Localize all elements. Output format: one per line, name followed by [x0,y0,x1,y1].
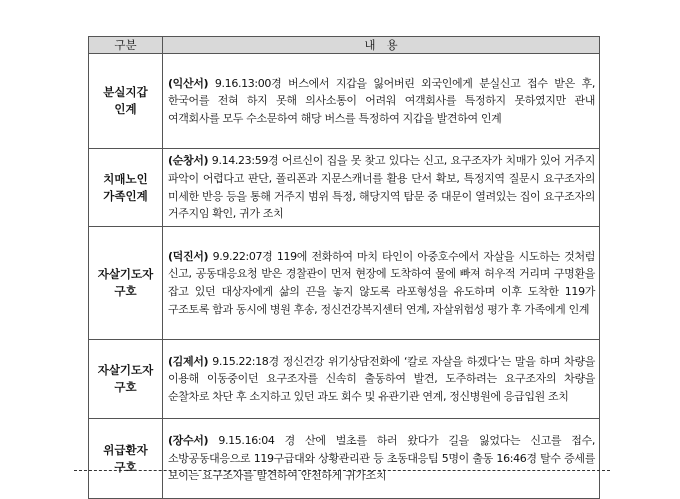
row-category: 치매노인 가족인계 [89,149,163,227]
table-header-row [89,37,600,54]
table-row [89,149,600,227]
table-row [89,340,600,419]
row-text: 9.14.23:59경 어르신이 집을 못 찾고 있다는 신고, 요구조자가 치매가 있어 거주지 파악이 어렵다고 판단, 폴리폰과 지문스캐너를 활용 단서 확보, 특정지역 질문시 요구조자의 미세한 반응 등을 통해 거주지 범위 특정, 해당지역 탐문 중 대문이 열려있는 집이 요구조자의 거주지임 확인, 귀가 조치 [168,154,595,221]
agency-label: (순창서) [168,154,209,168]
agency-label: (김제서) [168,354,209,368]
table-row [89,227,600,340]
row-category: 자살기도자 구호 [89,227,163,340]
row-content [163,340,600,419]
incident-table [88,36,600,499]
row-text: 9.9.22:07경 119에 전화하여 마치 타인이 아중호수에서 자살을 시도하는 것처럼 신고, 공동대응요청 받은 경찰관이 먼저 현장에 도착하여 물에 빠져 허우적 거리며 구명환을 잡고 있던 대상자에게 삶의 끈을 놓지 않도록 라포형성을 유도하며 이후 도착한 119가 구조토록 함과 동시에 병원 후송, 정신건강복지센터 연계, 자살위험성 평가 후 가족에게 인계 [168,249,595,316]
row-text: 9.15.22:18경 정신건강 위기상담전화에 ‘칼로 자살을 하겠다’는 말을 하며 차량을 이용해 이동중이던 요구조자를 신속히 출동하여 발견, 도주하려는 요구조자의 차량을 순찰차로 차단 후 소지하고 있던 과도 회수 및 유관기관 연계, 정신병원에 응급입원 조치 [168,354,595,403]
row-category: 위급환자 구호 [89,419,163,499]
row-text: 9.16.13:00경 버스에서 지갑을 잃어버린 외국인에게 분실신고 접수 받은 후, 한국어를 전혀 하지 못해 의사소통이 어려워 여객회사를 특정하지 못하였지만 관내 여객회사를 모두 수소문하여 해당 버스를 특정하여 지갑을 발견하여 인계 [168,76,595,125]
row-text: 9.15.16:04 경 산에 벌초를 하러 왔다가 길을 잃었다는 신고를 접수, 소방공동대응으로 119구급대와 상황관리관 등 초동대응팀 5명이 출동 16:46경 탈수 증세를 보이는 요구조자를 발견하여 안전하게 귀가조치 [168,434,595,483]
header-category: 구분 [89,37,163,54]
row-content [163,54,600,149]
dashed-divider [74,470,610,471]
table-row [89,54,600,149]
agency-label: (익산서) [168,76,209,90]
row-content [163,419,600,499]
row-category: 자살기도자 구호 [89,340,163,419]
row-category: 분실지갑 인계 [89,54,163,149]
row-content [163,149,600,227]
agency-label: (장수서) [168,434,209,448]
header-content: 내 용 [163,37,600,54]
row-content [163,227,600,340]
table-row [89,419,600,499]
agency-label: (덕진서) [168,249,209,263]
